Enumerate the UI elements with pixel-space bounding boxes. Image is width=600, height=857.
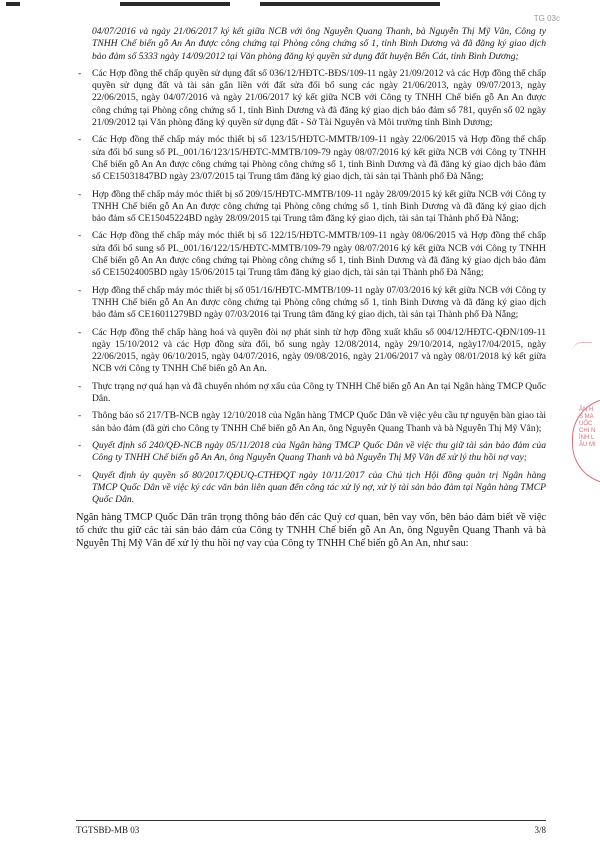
list-item-text: Quyết định ủy quyền số 80/2017/QĐUQ-CTHĐQT ngày 10/11/2017 của Chủ tịch Hội đồng quản trị Ngân hàng TMCP Quốc Dân về việc ký các văn bản liên quan đến công tác xử lý nợ, xử lý tài sản bảo đảm tại Ngân hàng TMCP Quốc Dân. bbox=[92, 469, 546, 506]
footer-document-code: TGTSBĐ-MB 03 bbox=[76, 825, 140, 835]
list-item bbox=[76, 189, 546, 226]
dash-bullet: - bbox=[78, 410, 82, 422]
list-item bbox=[76, 230, 546, 279]
list-item-text: Các Hợp đồng thế chấp hàng hoá và quyền đòi nợ phát sinh từ hợp đồng xuất khẩu số 004/12/HĐTC-QĐN/109-11 ngày 15/10/2012 và các Hợp đồng sửa đổi, bổ sung ngày 12/08/2014, ngày 29/10/2014, ngày17/04/2015, ngày 22/06/2015, ngày 06/10/2015, ngày 04/07/2016, ngày 09/08/2016, ngày 21/06/2017 và ngày 08/01/2018 ký kết giữa NCB với Công ty TNHH Chế biến gỗ An An. bbox=[92, 326, 546, 375]
list-item-text: Các Hợp đồng thế chấp quyền sử dụng đất số 036/12/HĐTC-BĐS/109-11 ngày 21/09/2012 và các Hợp đồng thế chấp quyền sử dụng đất và tài sản gắn liền với đất sửa đổi bổ sung các ngày 21/06/2013, ngày 09/07/2013, ngày 22/06/2015, ngày 04/07/2016 và ngày 21/06/2017 ký kết giữa NCB với Công ty TNHH Chế biến gỗ An An được công chứng tại Phòng công chứng số 1, tỉnh Bình Dương và đã đăng ký giao dịch bảo đảm số 781, quyển số 02 ngày 21/09/2012 tại Văn phòng đăng ký quyền sử dụng đất - Sở Tài Nguyên và Môi trường tỉnh Bình Dương; bbox=[92, 67, 546, 129]
stamp-line: ÌNH L bbox=[579, 435, 595, 441]
continuation-paragraph: 04/07/2016 và ngày 21/06/2017 ký kết giữa NCB với ông Nguyễn Quang Thanh, bà Nguyễn Thị Mỹ Vân, Công ty TNHH Chế biến gỗ An An được công chứng tại Phòng công chứng số 1, tỉnh Bình Dương và đã đăng ký giao dịch bảo đảm số 5333 ngày 14/09/2012 tại Văn phòng đăng ký quyền sử dụng đất huyện Bến Cát, tỉnh Bình Dương; bbox=[92, 26, 546, 62]
list-item bbox=[76, 381, 546, 406]
dash-bullet: - bbox=[78, 469, 82, 481]
list-item-text: Thực trạng nợ quá hạn và đã chuyển nhóm nợ xấu của Công ty TNHH Chế biến gỗ An An tại Ngân hàng TMCP Quốc Dân. bbox=[92, 380, 546, 405]
document-body bbox=[76, 26, 546, 550]
dash-bullet: - bbox=[78, 380, 82, 392]
list-item bbox=[76, 327, 546, 376]
list-item-text: Các Hợp đồng thế chấp máy móc thiết bị số 123/15/HĐTC-MMTB/109-11 ngày 22/06/2015 và Hợp đồng thế chấp sửa đổi bổ sung số PL_001/16/123/15/HĐTC-MMTB/109-79 ngày 08/07/2016 ký kết giữa NCB với Công ty TNHH Chế biến gỗ An An được công chứng tại Phòng công chứng số 1, tỉnh Bình Dương và đã đăng ký giao dịch bảo đảm số CE15031847BD ngày 23/07/2015 tại Trung tâm đăng ký giao dịch, tài sản tại Thành phố Đà Nẵng; bbox=[92, 134, 546, 183]
list-item-text: Các Hợp đồng thế chấp máy móc thiết bị số 122/15/HĐTC-MMTB/109-11 ngày 08/06/2015 và Hợp đồng thế chấp sửa đổi bổ sung số PL_001/16/122/15/HĐTC-MMTB/109-79 ngày 08/07/2016 ký kết giữa NCB với Công ty TNHH Chế biến gỗ An An được công chứng tại Phòng công chứng số 1, tỉnh Bình Dương và đã đăng ký giao dịch bảo đảm số CE15024005BD ngày 15/06/2015 tại Trung tâm đăng ký giao dịch, tài sản tại Thành phố Đà Nẵng; bbox=[92, 230, 546, 279]
dash-bullet: - bbox=[78, 284, 82, 296]
dash-bullet: - bbox=[78, 134, 82, 146]
list-item bbox=[76, 440, 546, 465]
stamp-line: ÂU MI bbox=[579, 442, 596, 448]
list-item bbox=[76, 285, 546, 322]
page-footer bbox=[76, 820, 546, 835]
list-item bbox=[76, 68, 546, 129]
list-item bbox=[76, 134, 546, 183]
dash-bullet: - bbox=[78, 326, 82, 338]
dash-bullet: - bbox=[78, 188, 82, 200]
list-item bbox=[76, 410, 546, 435]
list-item bbox=[76, 470, 546, 507]
dash-bullet: - bbox=[78, 439, 82, 451]
dash-bullet: - bbox=[78, 230, 82, 242]
red-seal-stamp bbox=[572, 398, 600, 484]
page-number: 3/8 bbox=[534, 825, 546, 835]
list-item-text: Thông báo số 217/TB-NCB ngày 12/10/2018 của Ngân hàng TMCP Quốc Dân về việc yêu cầu tự nguyện bàn giao tài sản bảo đảm (đã gửi cho Công ty TNHH Chế biến gỗ An An, ông Nguyễn Quang Thanh và bà Nguyễn Thị Mỹ Vân); bbox=[92, 410, 546, 434]
stamp-line: ÂN H bbox=[579, 407, 594, 413]
stamp-line: CHI N bbox=[579, 428, 596, 434]
stamp-line: UỐC bbox=[579, 421, 593, 427]
legal-basis-list bbox=[76, 68, 546, 507]
stamp-line: S MA bbox=[579, 414, 594, 420]
document-code-label: TG 03c bbox=[533, 14, 560, 23]
stamp-fragment bbox=[572, 342, 592, 353]
list-item-text: Quyết định số 240/QĐ-NCB ngày 05/11/2018 của Ngân hàng TMCP Quốc Dân về việc thu giữ tài sản bảo đảm của Công ty TNHH Chế biến gỗ An An, ông Nguyễn Quang Thanh và bà Nguyễn Thị Mỹ Vân để xử lý thu hồi nợ vay; bbox=[92, 439, 546, 464]
closing-paragraph: Ngân hàng TMCP Quốc Dân trân trọng thông báo đến các Quý cơ quan, bên vay vốn, bên bảo đảm biết về việc tổ chức thu giữ các tài sản bảo đảm của Công ty TNHH Chế biến gỗ An An, ông Nguyễn Quang Thanh và bà Nguyễn Thị Mỹ Vân để xử lý thu hồi nợ vay của Công ty TNHH Chế biến gỗ An An, như sau: bbox=[76, 512, 546, 549]
list-item-text: Hợp đồng thế chấp máy móc thiết bị số 209/15/HĐTC-MMTB/109-11 ngày 28/09/2015 ký kết giữa NCB với Công ty TNHH Chế biến gỗ An An được công chứng tại Phòng công chứng số 1, tỉnh Bình Dương và đã đăng ký giao dịch bảo đảm số CE15045224BD ngày 28/09/2015 tại Trung tâm đăng ký giao dịch, tài sản tại Thành phố Đà Nẵng; bbox=[92, 188, 546, 225]
top-edge-marks bbox=[0, 0, 600, 14]
list-item-text: Hợp đồng thế chấp máy móc thiết bị số 051/16/HĐTC-MMTB/109-11 ngày 07/03/2016 ký kết giữa NCB với Công ty TNHH Chế biến gỗ An An được công chứng tại Phòng công chứng số 1, tỉnh Bình Dương và đã đăng ký giao dịch bảo đảm số CE16011279BD ngày 07/03/2016 tại Trung tâm đăng ký giao dịch, tài sản tại Thành phố Đà Nẵng; bbox=[92, 284, 546, 321]
dash-bullet: - bbox=[78, 67, 82, 79]
